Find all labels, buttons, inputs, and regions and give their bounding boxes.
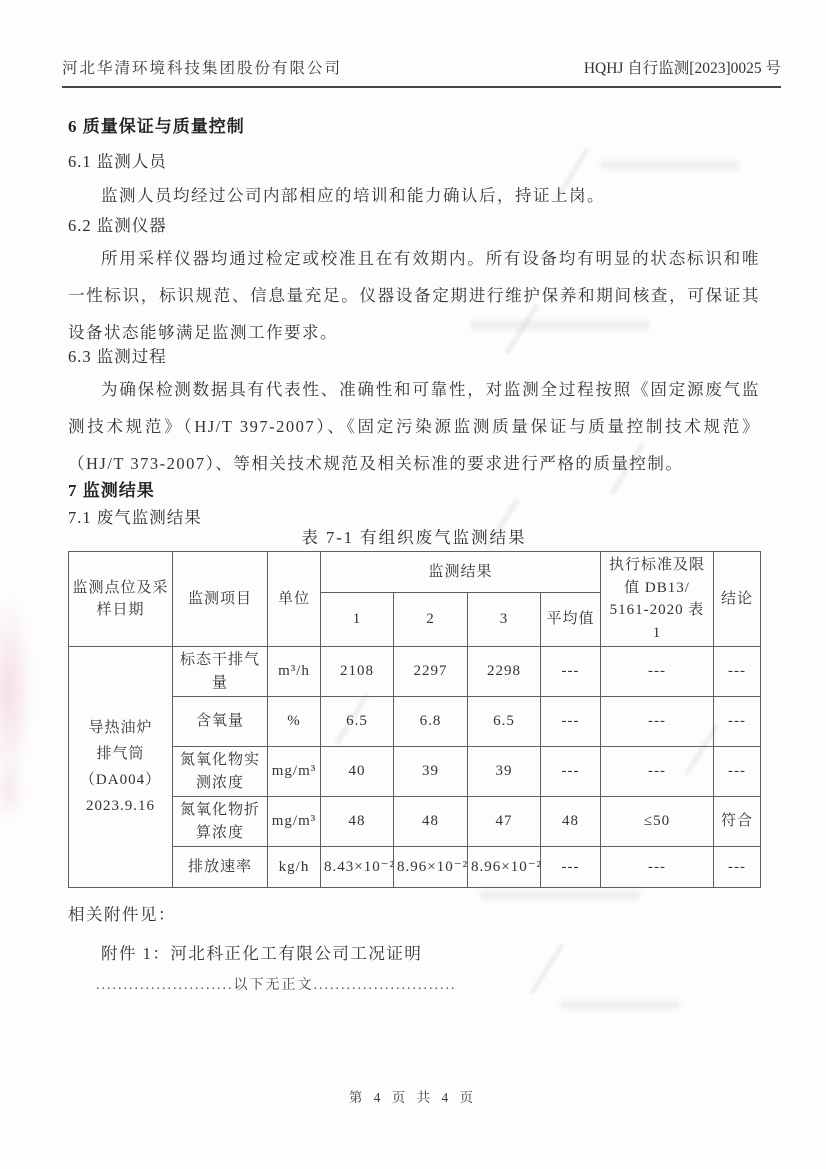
cell-v3: 39 — [468, 747, 541, 797]
cell-unit: m³/h — [268, 647, 321, 697]
cell-limit: --- — [601, 847, 714, 888]
cell-conclusion: --- — [714, 647, 761, 697]
cell-avg: 48 — [541, 797, 601, 847]
site-line: 排气筒 — [96, 746, 145, 762]
table-row — [69, 797, 761, 847]
col-header-conclusion: 结论 — [714, 552, 761, 647]
page-number: 第 4 页 共 4 页 — [348, 1090, 478, 1105]
cell-v1: 48 — [321, 797, 394, 847]
cell-limit: ≤50 — [601, 797, 714, 847]
section-6-1-title: 6.1 监测人员 — [68, 152, 167, 171]
cell-conclusion: --- — [714, 747, 761, 797]
cell-v1: 2108 — [321, 647, 394, 697]
cell-conclusion: 符合 — [714, 797, 761, 847]
cell-v2: 6.8 — [394, 697, 468, 747]
cell-v2: 8.96×10⁻² — [394, 847, 468, 888]
section-7-title: 7 监测结果 — [68, 481, 155, 500]
cell-avg: --- — [541, 647, 601, 697]
section-6-3-body: 为确保检测数据具有代表性、准确性和可靠性，对监测全过程按照《固定源废气监测技术规范》（HJ/T 397-2007）、《固定污染源监测质量保证与质量控制技术规范》（HJ/T 373-2007）、等相关技术规范及相关标准的要求进行严格的质量控制。 — [68, 380, 760, 473]
cell-item: 氮氧化物实测浓度 — [173, 747, 268, 797]
cell-unit: % — [268, 697, 321, 747]
end-of-text-line: .........................以下无正文.......................... — [96, 978, 457, 993]
col-header-item: 监测项目 — [173, 552, 268, 647]
cell-v1: 6.5 — [321, 697, 394, 747]
cell-unit: kg/h — [268, 847, 321, 888]
col-header-results: 监测结果 — [321, 552, 601, 593]
site-cell — [69, 647, 173, 888]
cell-item: 含氧量 — [173, 697, 268, 747]
section-6-2-title: 6.2 监测仪器 — [68, 216, 167, 235]
cell-v3: 6.5 — [468, 697, 541, 747]
cell-conclusion: --- — [714, 847, 761, 888]
section-7-1-title: 7.1 废气监测结果 — [68, 508, 202, 527]
section-6-1-body: 监测人员均经过公司内部相应的培训和能力确认后，持证上岗。 — [101, 186, 605, 205]
cell-limit: --- — [601, 697, 714, 747]
cell-v3: 47 — [468, 797, 541, 847]
section-6-title: 6 质量保证与质量控制 — [68, 117, 245, 136]
attachment-1: 附件 1：河北科正化工有限公司工况证明 — [101, 944, 423, 963]
cell-item: 排放速率 — [173, 847, 268, 888]
cell-v2: 2297 — [394, 647, 468, 697]
cell-unit: mg/m³ — [268, 797, 321, 847]
site-line: 2023.9.16 — [86, 798, 155, 814]
site-line: （DA004） — [79, 772, 162, 788]
cell-item: 标态干排气量 — [173, 647, 268, 697]
table-row — [69, 697, 761, 747]
cell-v1: 8.43×10⁻² — [321, 847, 394, 888]
monitoring-results-table — [68, 551, 761, 888]
table-row — [69, 747, 761, 797]
subcol-header-2: 2 — [394, 593, 468, 647]
subcol-header-avg: 平均值 — [541, 593, 601, 647]
col-header-site: 监测点位及采样日期 — [69, 552, 173, 647]
cell-v3: 8.96×10⁻² — [468, 847, 541, 888]
cell-v2: 39 — [394, 747, 468, 797]
col-header-unit: 单位 — [268, 552, 321, 647]
table-caption: 表 7-1 有组织废气监测结果 — [301, 528, 527, 547]
table-row — [69, 647, 761, 697]
cell-unit: mg/m³ — [268, 747, 321, 797]
attachments-label: 相关附件见： — [68, 905, 176, 924]
section-6-2-body: 所用采样仪器均通过检定或校准且在有效期内。所有设备均有明显的状态标识和唯一性标识，标识规范、信息量充足。仪器设备定期进行维护保养和期间核查，可保证其设备状态能够满足监测工作要求。 — [68, 249, 760, 342]
cell-conclusion: --- — [714, 697, 761, 747]
scan-artifact-pink — [0, 760, 24, 820]
scan-artifact — [480, 890, 640, 900]
page-header — [62, 56, 781, 88]
cell-v3: 2298 — [468, 647, 541, 697]
subcol-header-3: 3 — [468, 593, 541, 647]
cell-item: 氮氧化物折算浓度 — [173, 797, 268, 847]
cell-avg: --- — [541, 697, 601, 747]
cell-v1: 40 — [321, 747, 394, 797]
company-name: 河北华清环境科技集团股份有限公司 — [62, 60, 343, 77]
document-number: HQHJ 自行监测[2023]0025 号 — [583, 60, 781, 77]
subcol-header-1: 1 — [321, 593, 394, 647]
scan-artifact-pink — [0, 595, 32, 785]
site-line: 导热油炉 — [88, 720, 153, 736]
table-row — [69, 847, 761, 888]
cell-avg: --- — [541, 847, 601, 888]
cell-limit: --- — [601, 747, 714, 797]
cell-v2: 48 — [394, 797, 468, 847]
cell-avg: --- — [541, 747, 601, 797]
scan-artifact — [560, 1000, 680, 1010]
cell-limit: --- — [601, 647, 714, 697]
col-header-standard: 执行标准及限值 DB13/ 5161-2020 表 1 — [601, 552, 714, 647]
section-6-3-title: 6.3 监测过程 — [68, 347, 167, 366]
